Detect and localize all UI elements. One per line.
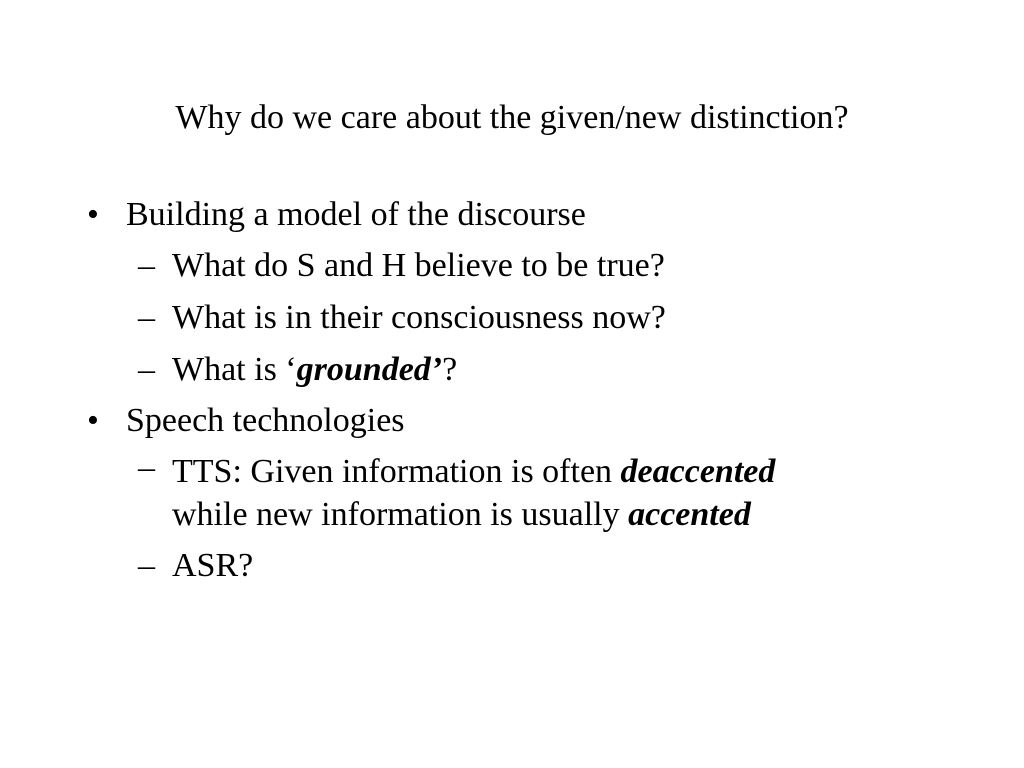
sub-bullet-line [172, 493, 962, 536]
bullet-text: Building a model of the discourse [126, 196, 586, 233]
sub-bullet-text: while new information is usually [172, 496, 629, 533]
sub-bullet-line [172, 450, 962, 493]
emphasis-text: deaccented [620, 453, 776, 490]
sub-bullet-text: What is in their consciousness now? [172, 299, 666, 336]
sub-bullet-marker: – [138, 299, 155, 336]
bullet-item [82, 396, 962, 446]
sub-bullet-marker: – [138, 547, 155, 584]
sub-bullet-marker: – [138, 247, 155, 284]
sub-bullet-text: ASR? [172, 547, 254, 584]
bullet-marker: • [87, 196, 99, 233]
sub-bullet-item [82, 540, 962, 592]
bullet-marker: • [87, 402, 99, 439]
bullet-item [82, 190, 962, 240]
sub-bullet-marker: – [138, 449, 155, 486]
sub-bullet-item [82, 292, 962, 344]
sub-bullet-text-suffix: ? [442, 351, 458, 388]
slide-body [82, 190, 962, 592]
bullet-text: Speech technologies [126, 402, 405, 439]
emphasis-text: grounded’ [296, 351, 443, 388]
emphasis-text: accented [628, 496, 751, 533]
sub-bullet-text-prefix: What is ‘ [172, 351, 297, 388]
sub-bullet-item [82, 344, 962, 396]
sub-bullet-marker: – [138, 351, 155, 388]
sub-bullet-text: What do S and H believe to be true? [172, 247, 665, 284]
sub-bullet-item [82, 240, 962, 292]
sub-bullet-item [82, 446, 962, 540]
slide-title: Why do we care about the given/new distinction? [175, 99, 849, 136]
sub-bullet-text: TTS: Given information is often [172, 453, 621, 490]
